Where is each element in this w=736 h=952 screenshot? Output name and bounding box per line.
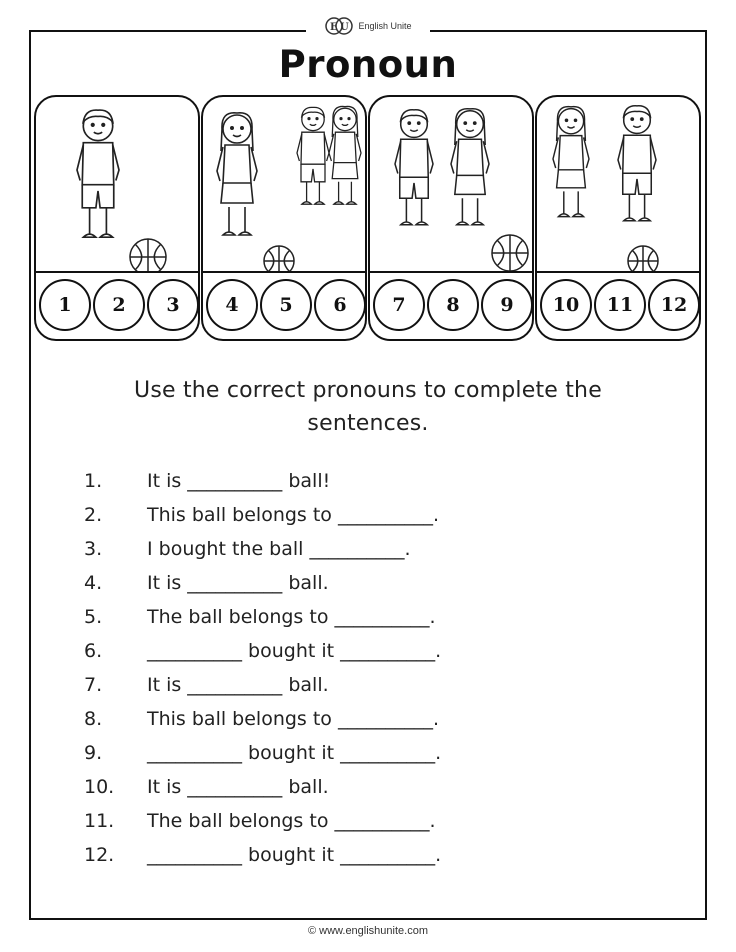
picture-number-circle: 5 (260, 279, 312, 331)
question-number: 7. (84, 674, 103, 696)
picture-number-circle: 11 (594, 279, 646, 331)
question-number: 4. (84, 572, 103, 594)
picture-number-circle: 3 (147, 279, 199, 331)
question-sentence: The ball belongs to __________. (147, 810, 436, 832)
question-number: 6. (84, 640, 103, 662)
question-sentence: This ball belongs to __________. (147, 708, 440, 730)
question-number: 11. (84, 810, 115, 832)
children-illustration-icon (537, 97, 701, 273)
question-sentence: It is __________ ball. (147, 572, 329, 594)
question-row (84, 702, 644, 736)
question-sentence: It is __________ ball! (147, 470, 331, 492)
question-row (84, 804, 644, 838)
children-illustration-icon (370, 97, 534, 273)
picture-number-circle: 12 (648, 279, 700, 331)
picture-panel (368, 95, 534, 341)
brand-name: English Unite (358, 21, 412, 31)
question-row (84, 668, 644, 702)
question-row (84, 600, 644, 634)
picture-panels (34, 95, 702, 341)
question-sentence: I bought the ball __________. (147, 538, 411, 560)
question-number: 3. (84, 538, 103, 560)
picture-panel (535, 95, 701, 341)
picture-panel (34, 95, 200, 341)
question-row (84, 498, 644, 532)
question-sentence: It is __________ ball. (147, 776, 329, 798)
picture-number-circle: 4 (206, 279, 258, 331)
question-sentence: __________ bought it __________. (147, 844, 442, 866)
question-sentence: The ball belongs to __________. (147, 606, 436, 628)
question-row (84, 532, 644, 566)
panel-divider (370, 271, 532, 273)
picture-number-circle: 10 (540, 279, 592, 331)
instruction-line-1: Use the correct pronouns to complete the (134, 378, 602, 403)
page-title: Pronoun (278, 43, 458, 86)
question-number: 1. (84, 470, 103, 492)
picture-panel (201, 95, 367, 341)
question-number: 2. (84, 504, 103, 526)
instruction-text (60, 374, 676, 440)
picture-number-circle: 6 (314, 279, 366, 331)
picture-number-circle: 9 (481, 279, 533, 331)
question-number: 9. (84, 742, 103, 764)
picture-number-circle: 1 (39, 279, 91, 331)
question-number: 5. (84, 606, 103, 628)
question-row (84, 634, 644, 668)
question-sentence: It is __________ ball. (147, 674, 329, 696)
question-list (84, 464, 644, 872)
children-illustration-icon (203, 97, 367, 273)
question-number: 10. (84, 776, 115, 798)
brand-logo (306, 12, 430, 40)
question-number: 12. (84, 844, 115, 866)
picture-number-circle: 7 (373, 279, 425, 331)
question-row (84, 838, 644, 872)
picture-number-circle: 2 (93, 279, 145, 331)
children-illustration-icon (36, 97, 200, 273)
picture-number-circle: 8 (427, 279, 479, 331)
question-row (84, 770, 644, 804)
question-row (84, 566, 644, 600)
question-number: 8. (84, 708, 103, 730)
question-sentence: __________ bought it __________. (147, 640, 442, 662)
svg-text:E: E (330, 22, 339, 33)
question-row (84, 464, 644, 498)
question-row (84, 736, 644, 770)
svg-text:U: U (340, 22, 350, 33)
panel-divider (537, 271, 699, 273)
panel-divider (36, 271, 198, 273)
english-unite-logo-icon (324, 15, 354, 37)
question-sentence: This ball belongs to __________. (147, 504, 440, 526)
panel-divider (203, 271, 365, 273)
footer-copyright: © www.englishunite.com (308, 925, 428, 937)
question-sentence: __________ bought it __________. (147, 742, 442, 764)
instruction-line-2: sentences. (307, 411, 429, 436)
